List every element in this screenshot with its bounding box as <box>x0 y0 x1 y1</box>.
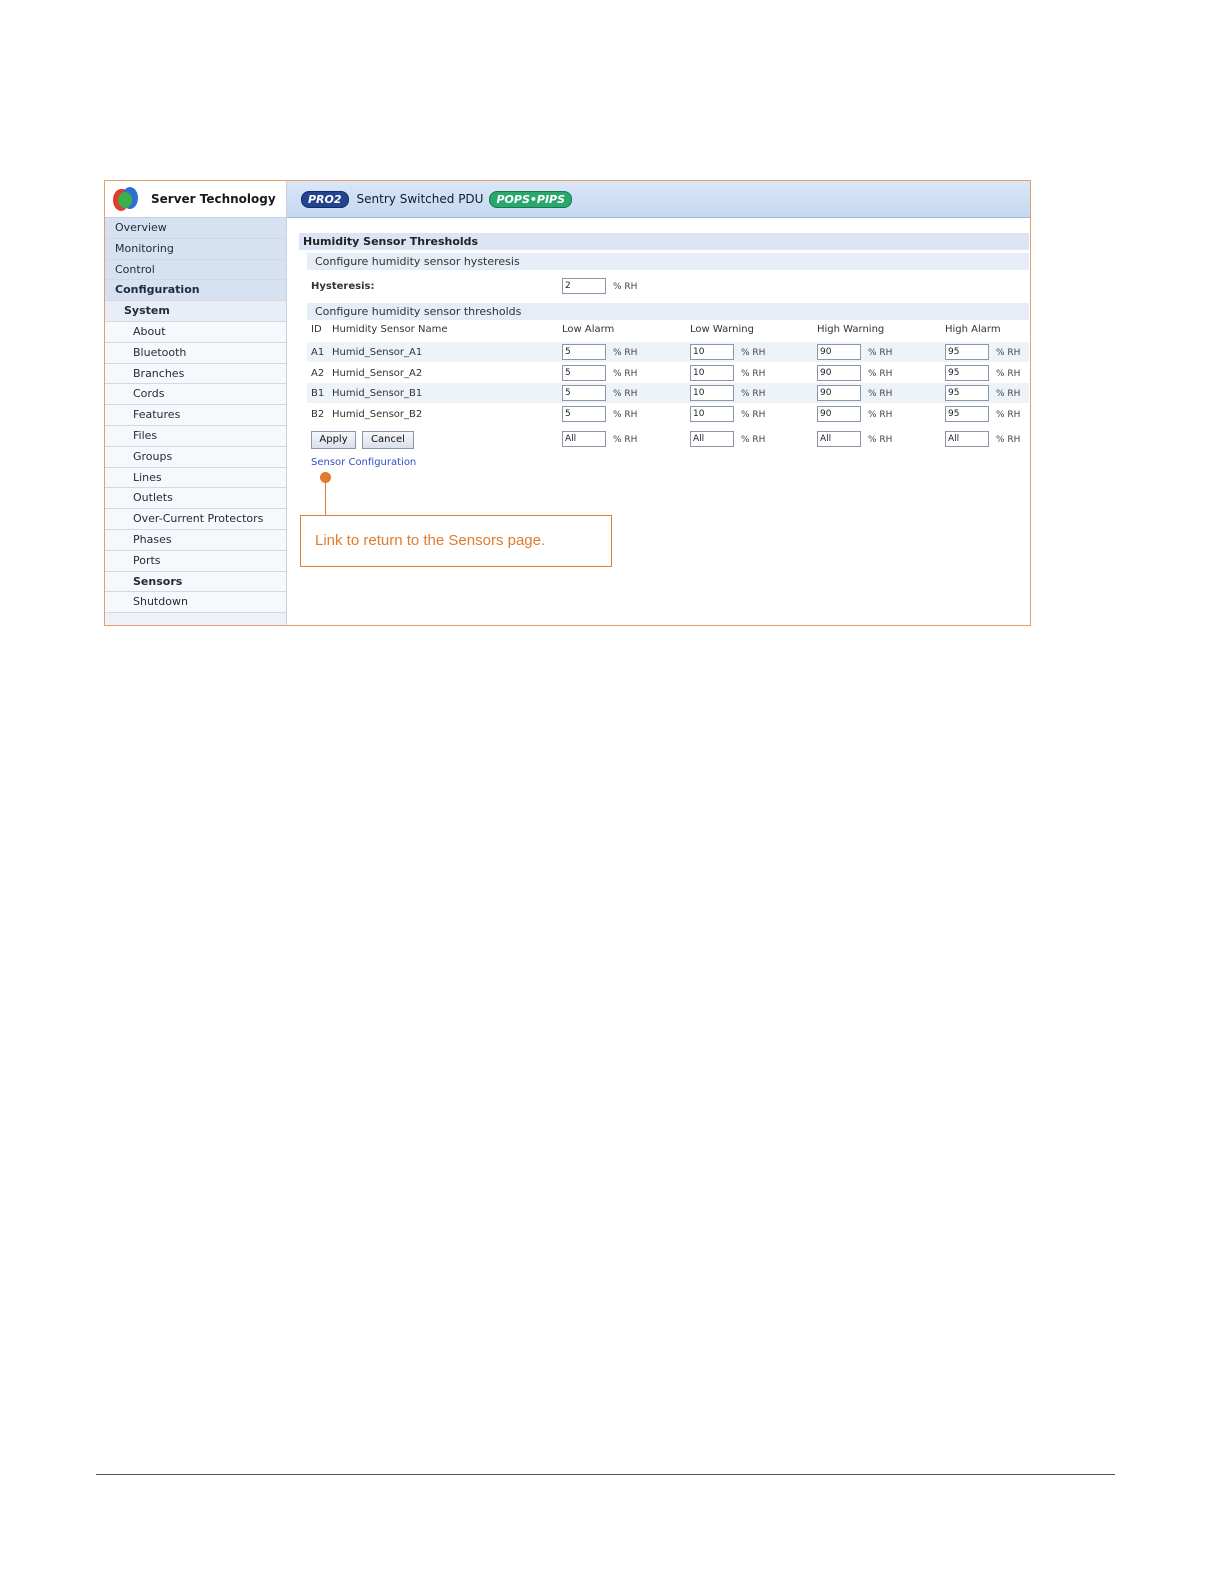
sidebar-item-bluetooth[interactable]: Bluetooth <box>105 343 286 364</box>
all-threshold-input[interactable]: All <box>690 431 734 447</box>
threshold-input[interactable]: 5 <box>562 406 606 422</box>
unit-label: % RH <box>868 389 893 399</box>
sidebar-item-shutdown[interactable]: Shutdown <box>105 592 286 613</box>
unit-label: % RH <box>741 348 766 358</box>
unit-label: % RH <box>996 348 1021 358</box>
pro-badge: PRO2 <box>301 191 349 208</box>
threshold-input[interactable]: 90 <box>817 365 861 381</box>
sensor-name: Humid_Sensor_B1 <box>332 388 423 399</box>
sidebar-item-monitoring[interactable]: Monitoring <box>105 239 286 260</box>
threshold-input[interactable]: 95 <box>945 365 989 381</box>
unit-label: % RH <box>868 409 893 420</box>
unit-label: % RH <box>613 435 638 445</box>
sidebar-item-cords[interactable]: Cords <box>105 384 286 405</box>
brand-name: Server Technology <box>151 192 276 206</box>
all-threshold-input[interactable]: All <box>945 431 989 447</box>
cancel-button[interactable]: Cancel <box>362 431 414 449</box>
column-header-low-warning: Low Warning <box>690 324 754 335</box>
unit-label: % RH <box>613 409 638 420</box>
unit-label: % RH <box>868 435 893 445</box>
threshold-input[interactable]: 5 <box>562 344 606 360</box>
hysteresis-label: Hysteresis: <box>311 281 375 292</box>
unit-label: % RH <box>613 389 638 399</box>
unit-label: % RH <box>613 348 638 358</box>
sidebar-item-files[interactable]: Files <box>105 426 286 447</box>
sidebar-item-lines[interactable]: Lines <box>105 468 286 489</box>
sidebar-item-features[interactable]: Features <box>105 405 286 426</box>
unit-label: % RH <box>996 368 1021 379</box>
unit-label: % RH <box>868 368 893 379</box>
page-title: Humidity Sensor Thresholds <box>299 233 1029 250</box>
threshold-input[interactable]: 10 <box>690 406 734 422</box>
column-header-name: Humidity Sensor Name <box>332 324 448 335</box>
sidebar-item-ports[interactable]: Ports <box>105 551 286 572</box>
sidebar-item-about[interactable]: About <box>105 322 286 343</box>
threshold-input[interactable]: 95 <box>945 344 989 360</box>
thresholds-subhead: Configure humidity sensor thresholds <box>307 303 1029 320</box>
unit-label: % RH <box>741 435 766 445</box>
threshold-input[interactable]: 10 <box>690 365 734 381</box>
unit-label: % RH <box>996 435 1021 445</box>
sensor-configuration-link[interactable]: Sensor Configuration <box>311 457 417 468</box>
hysteresis-input[interactable]: 2 <box>562 278 606 294</box>
sidebar-nav <box>105 218 286 613</box>
main-panel <box>287 181 1030 625</box>
all-threshold-input[interactable]: All <box>817 431 861 447</box>
sidebar <box>105 181 287 625</box>
pops-pips-badge: POPS•PIPS <box>489 191 572 208</box>
all-threshold-input[interactable]: All <box>562 431 606 447</box>
column-header-high-warning: High Warning <box>817 324 885 335</box>
sensor-id: B2 <box>311 408 325 420</box>
callout-box: Link to return to the Sensors page. <box>300 515 612 567</box>
apply-button[interactable]: Apply <box>311 431 356 449</box>
sensor-name: Humid_Sensor_B2 <box>332 408 423 420</box>
screenshot-frame <box>104 180 1031 626</box>
column-header-high-alarm: High Alarm <box>945 324 1001 335</box>
threshold-input[interactable]: 90 <box>817 344 861 360</box>
threshold-input[interactable]: 95 <box>945 385 989 401</box>
server-technology-logo-icon <box>111 185 141 213</box>
unit-label: % RH <box>996 409 1021 420</box>
threshold-input[interactable]: 95 <box>945 406 989 422</box>
sidebar-item-system[interactable]: System <box>105 301 286 322</box>
sidebar-item-sensors[interactable]: Sensors <box>105 572 286 593</box>
threshold-input[interactable]: 5 <box>562 365 606 381</box>
sidebar-item-configuration[interactable]: Configuration <box>105 280 286 301</box>
threshold-input[interactable]: 10 <box>690 344 734 360</box>
footer-rule <box>96 1474 1115 1475</box>
unit-label: % RH <box>741 389 766 399</box>
sidebar-item-branches[interactable]: Branches <box>105 364 286 385</box>
unit-label: % RH <box>996 389 1021 399</box>
banner <box>287 181 1030 218</box>
unit-label: % RH <box>613 368 638 379</box>
column-header-low-alarm: Low Alarm <box>562 324 615 335</box>
callout-line <box>325 477 326 515</box>
sidebar-item-groups[interactable]: Groups <box>105 447 286 468</box>
sidebar-item-overview[interactable]: Overview <box>105 218 286 239</box>
sensor-id: A1 <box>311 347 325 358</box>
brand <box>105 181 286 218</box>
hysteresis-subhead: Configure humidity sensor hysteresis <box>307 253 1029 270</box>
unit-label: % RH <box>741 368 766 379</box>
hysteresis-unit: % RH <box>613 282 638 292</box>
sensor-id: A2 <box>311 367 325 379</box>
sensor-id: B1 <box>311 388 325 399</box>
sidebar-item-over-current-protectors[interactable]: Over-Current Protectors <box>105 509 286 530</box>
unit-label: % RH <box>741 409 766 420</box>
sensor-name: Humid_Sensor_A2 <box>332 367 423 379</box>
banner-title: Sentry Switched PDU <box>356 192 484 206</box>
sensor-name: Humid_Sensor_A1 <box>332 347 423 358</box>
unit-label: % RH <box>868 348 893 358</box>
threshold-input[interactable]: 5 <box>562 385 606 401</box>
threshold-input[interactable]: 90 <box>817 406 861 422</box>
threshold-input[interactable]: 90 <box>817 385 861 401</box>
threshold-input[interactable]: 10 <box>690 385 734 401</box>
sidebar-item-control[interactable]: Control <box>105 260 286 281</box>
sidebar-item-outlets[interactable]: Outlets <box>105 488 286 509</box>
column-header-id: ID <box>311 324 322 335</box>
sidebar-item-phases[interactable]: Phases <box>105 530 286 551</box>
